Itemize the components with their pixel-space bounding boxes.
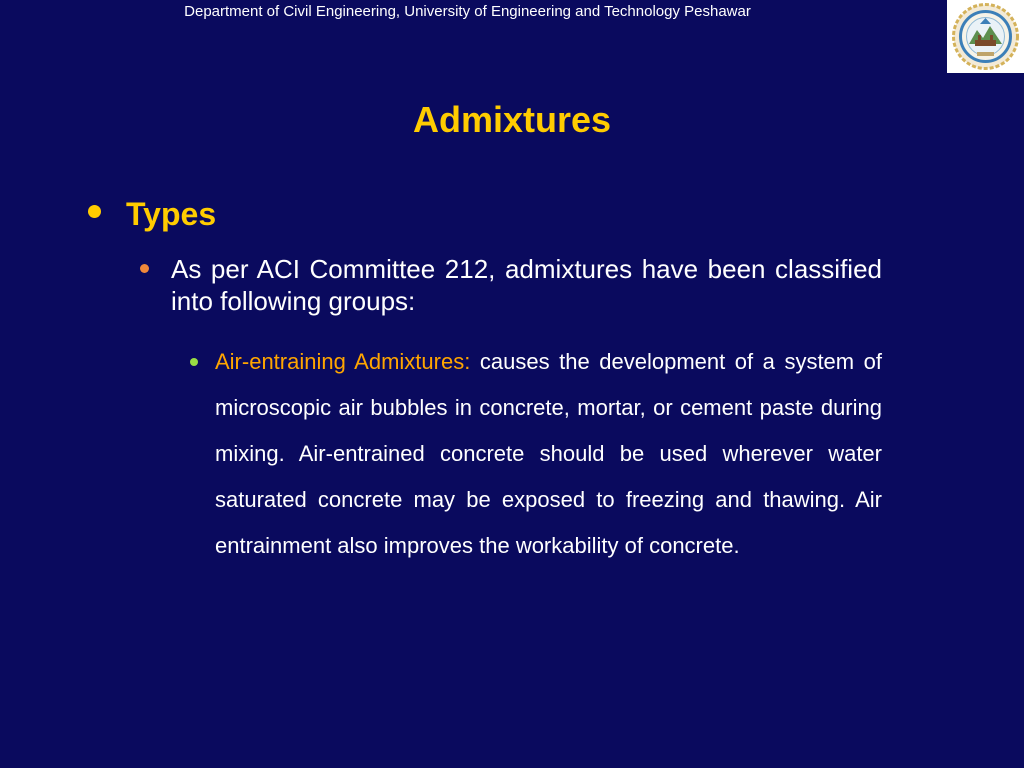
university-seal-icon xyxy=(947,0,1024,73)
slide-title: Admixtures xyxy=(412,99,612,140)
bullet-level1 xyxy=(88,195,216,233)
department-header: Department of Civil Engineering, University of Engineering and Technology Peshawar xyxy=(184,3,751,20)
bullet-level3-text xyxy=(215,339,882,569)
bullet-level1-label: Types xyxy=(126,196,217,232)
bullet-dot-icon xyxy=(190,358,198,366)
bullet-level2 xyxy=(140,253,882,317)
bullet-level3 xyxy=(190,339,882,569)
admixture-description: causes the development of a system of microscopic air bubbles in concrete, mortar, or cement paste during mixing. Air-entrained concrete should be used wherever water saturated concrete may be exposed to freezing and thawing. Air entrainment also improves the workability of concrete. xyxy=(215,349,883,558)
university-logo xyxy=(947,0,1024,73)
admixture-term: Air-entraining Admixtures: xyxy=(215,349,471,374)
bullet-level2-text: As per ACI Committee 212, admixtures have been classified into following groups: xyxy=(171,254,882,316)
bullet-dot-icon xyxy=(88,205,101,218)
bullet-dot-icon xyxy=(140,264,149,273)
